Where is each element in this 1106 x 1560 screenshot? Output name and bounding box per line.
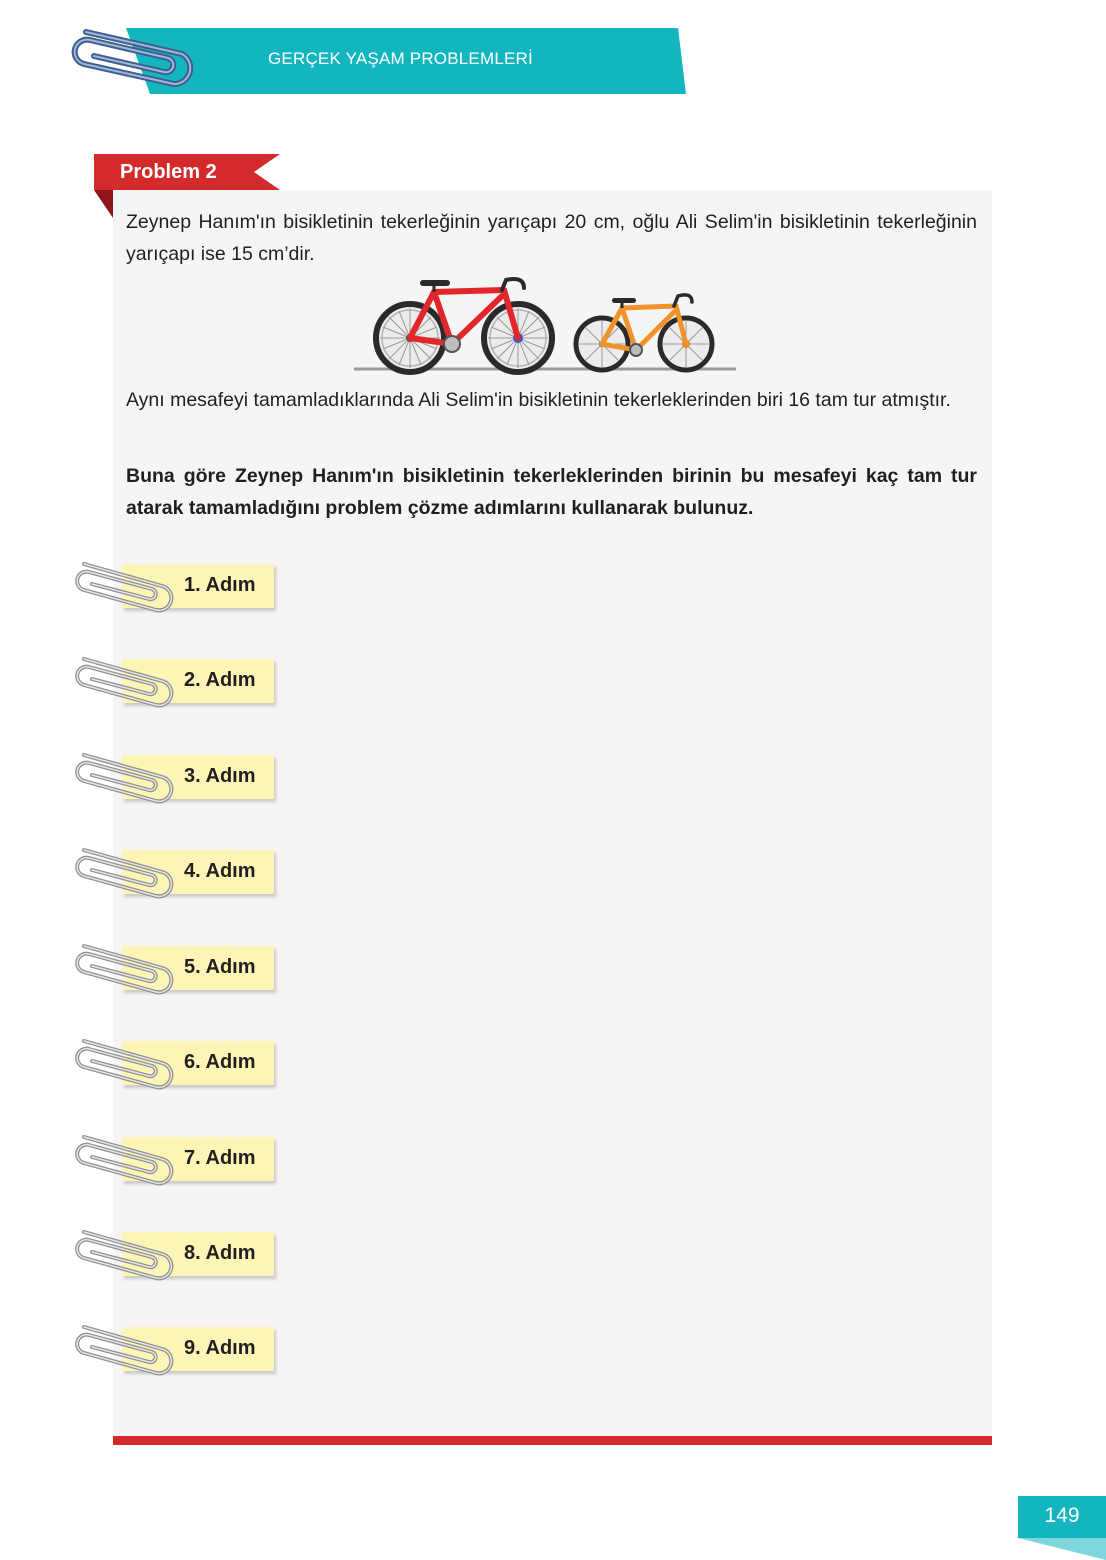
paperclip-icon bbox=[70, 554, 180, 616]
header-banner bbox=[126, 28, 686, 94]
paperclip-icon bbox=[70, 1317, 180, 1379]
step-label: 3. Adım bbox=[184, 765, 256, 787]
step-label: 5. Adım bbox=[184, 956, 256, 978]
step-label: 1. Adım bbox=[184, 574, 256, 596]
step-6 bbox=[70, 1031, 290, 1093]
page-number-box bbox=[1018, 1496, 1106, 1560]
step-label: 2. Adım bbox=[184, 669, 256, 691]
problem-text-1: Zeynep Hanım'ın bisikletinin tekerleğinin yarıçapı 20 cm, oğlu Ali Selim'in bisikletinin tekerleğinin yarıçapı ise 15 cm’dir. bbox=[126, 211, 977, 265]
step-4 bbox=[70, 840, 290, 902]
paperclip-icon bbox=[70, 649, 180, 711]
paperclip-icon bbox=[70, 1222, 180, 1284]
paperclip-icon bbox=[70, 1031, 180, 1093]
paperclip-icon bbox=[70, 936, 180, 998]
step-1 bbox=[70, 554, 290, 616]
orange-bicycle bbox=[576, 295, 712, 370]
step-5 bbox=[70, 936, 290, 998]
step-label: 8. Adım bbox=[184, 1242, 256, 1264]
header-title: GERÇEK YAŞAM PROBLEMLERİ bbox=[268, 49, 533, 68]
paperclip-icon bbox=[70, 1127, 180, 1189]
panel-bottom-bar bbox=[113, 1436, 992, 1445]
step-8 bbox=[70, 1222, 290, 1284]
page-number: 149 bbox=[1044, 1504, 1080, 1527]
paperclip-icon bbox=[70, 840, 180, 902]
problem-question: Buna göre Zeynep Hanım'ın bisikletinin tekerleklerinden birinin bu mesafeyi kaç tam tur atarak tamamladığını problem çözme adımlarını kullanarak bulunuz. bbox=[126, 465, 977, 519]
step-label: 9. Adım bbox=[184, 1337, 256, 1359]
problem-label: Problem 2 bbox=[120, 161, 217, 183]
step-label: 4. Adım bbox=[184, 860, 256, 882]
problem-text-2: Aynı mesafeyi tamamladıklarında Ali Selim'in bisikletinin tekerleklerinden biri 16 tam tur atmıştır. bbox=[126, 389, 951, 411]
step-label: 6. Adım bbox=[184, 1051, 256, 1073]
step-7 bbox=[70, 1127, 290, 1189]
paperclip-icon bbox=[64, 24, 210, 94]
paperclip-icon bbox=[70, 745, 180, 807]
red-bicycle bbox=[376, 279, 552, 372]
bicycles-illustration bbox=[354, 272, 738, 376]
step-9 bbox=[70, 1317, 290, 1379]
step-label: 7. Adım bbox=[184, 1147, 256, 1169]
step-2 bbox=[70, 649, 290, 711]
step-3 bbox=[70, 745, 290, 807]
